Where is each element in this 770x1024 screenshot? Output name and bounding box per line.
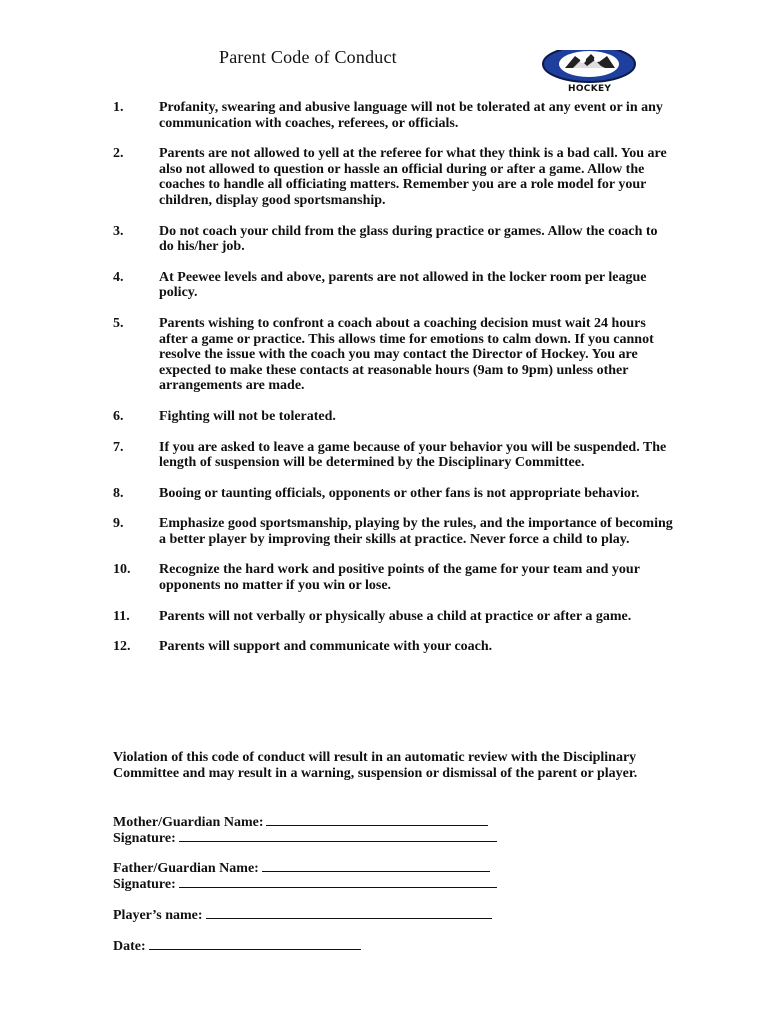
rule-text: Booing or taunting officials, opponents or other fans is not appropriate behavior. [159,485,640,501]
rule-number: 1. [113,100,124,115]
father-name-line[interactable] [262,859,490,872]
mother-name-label: Mother/Guardian Name: [113,815,264,830]
mother-name-line[interactable] [266,813,488,826]
mother-signature-line[interactable] [179,829,497,842]
rule-text: If you are asked to leave a game because of your behavior you will be suspended. The length of suspension will be determined by the Disciplinary Committee. [159,439,667,471]
father-signature-label: Signature: [113,877,176,892]
rule-item [113,100,673,131]
rule-number: 9. [113,516,124,532]
player-name-label: Player’s name: [113,908,203,923]
rules-list [113,100,673,670]
rule-item [113,516,673,547]
rule-number: 6. [113,408,124,424]
father-signature-line[interactable] [179,875,497,888]
rule-text: Fighting will not be tolerated. [159,408,336,424]
rule-text: Recognize the hard work and positive points of the game for your team and your opponents no matter if you win or lose. [159,562,640,594]
father-signature-field[interactable] [113,875,497,893]
rule-text: Parents will not verbally or physically abuse a child at practice or after a game. [159,608,632,624]
rule-text: At Peewee levels and above, parents are not allowed in the locker room per league policy. [159,269,647,301]
rule-item [113,639,673,655]
rule-text: Parents will support and communicate with your coach. [159,639,493,655]
rule-number: 8. [113,485,124,501]
rule-item [113,270,673,301]
rule-number: 12. [113,639,131,655]
rule-item [113,440,673,471]
rule-item [113,409,673,425]
page-title: Parent Code of Conduct [219,47,397,67]
rule-number: 11. [113,608,130,624]
rule-item [113,609,673,625]
logo-text: HOCKEY [568,84,612,94]
rule-item [113,316,673,394]
rule-number: 7. [113,439,124,455]
rule-number: 5. [113,315,124,331]
date-field[interactable] [113,937,361,955]
rule-text: Parents wishing to confront a coach about a coaching decision must wait 24 hours after a game or practice. This allows time for emotions to calm down. If you cannot resolve the issue with the coach you may contact the Director of Hockey. You are expected to make these contacts at reasonable hours (9am to 9pm) unless other arrangements are made. [159,315,654,394]
rule-text: Do not coach your child from the glass during practice or games. Allow the coach to do his/her job. [159,223,658,255]
rule-item [113,224,673,255]
rule-number: 4. [113,269,124,285]
rule-text: Profanity, swearing and abusive language will not be tolerated at any event or in any communication with coaches, referees, or officials. [159,100,663,131]
rule-text: Parents are not allowed to yell at the referee for what they think is a bad call. You are also not allowed to question or hassle an official during or after a game. Allow the coaches to handle all officiating matters. Remember you are a role model for your children, display good sportsmanship. [159,146,667,208]
father-name-label: Father/Guardian Name: [113,861,259,876]
rule-number: 2. [113,146,124,162]
rule-number: 10. [113,562,131,578]
mother-signature-label: Signature: [113,831,176,846]
mother-signature-field[interactable] [113,829,497,847]
player-name-field[interactable] [113,906,492,924]
rule-number: 3. [113,223,124,239]
violation-notice: Violation of this code of conduct will result in an automatic review with the Disciplinary Committee and may result in a warning, suspension or dismissal of the parent or player. [113,750,638,781]
rule-item [113,146,673,208]
rule-text: Emphasize good sportsmanship, playing by the rules, and the importance of becoming a better player by improving their skills at practice. Never force a child to play. [159,516,673,547]
date-label: Date: [113,939,146,954]
rule-item [113,486,673,502]
rule-item [113,562,673,593]
date-line[interactable] [149,937,361,950]
player-name-line[interactable] [206,906,492,919]
